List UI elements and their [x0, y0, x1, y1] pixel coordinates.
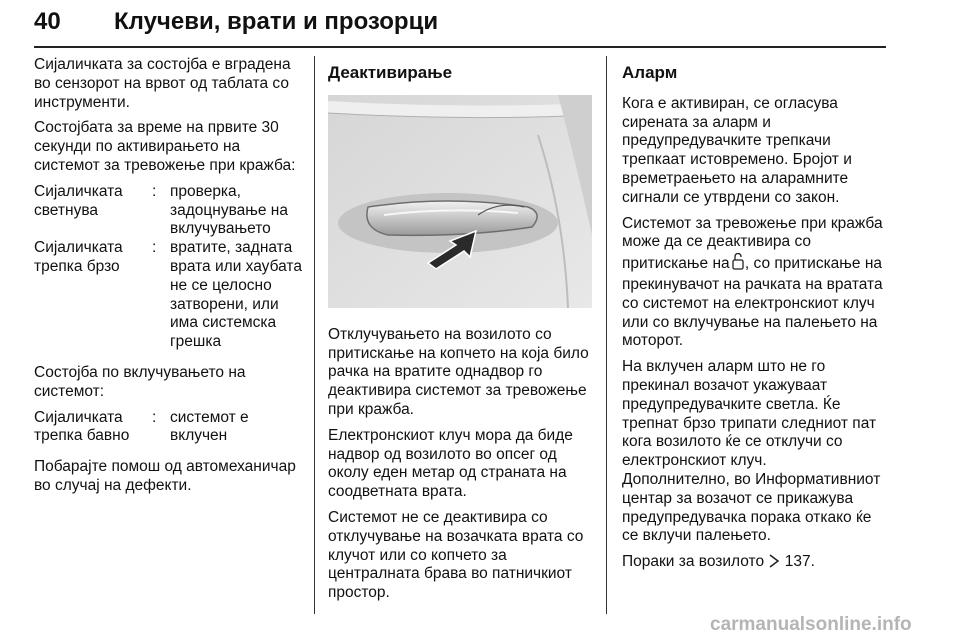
section-heading: Аларм — [622, 63, 678, 82]
page-reference-arrow-icon — [768, 554, 780, 574]
unlock-key-icon — [731, 252, 745, 276]
watermark: carmanualsonline.info — [710, 614, 912, 635]
status-label: Сијаличката светнува — [34, 182, 123, 219]
column-2 — [328, 56, 594, 610]
header-rule — [34, 46, 886, 48]
door-handle-drawing — [328, 95, 592, 308]
column-divider — [314, 56, 315, 614]
text-span: Системот за тревожење при кражба може да се деактивира со притискање на — [622, 214, 883, 273]
status-value: вратите, задната врата или хаубата не се целосно затворени, или има системска грешка — [170, 239, 302, 351]
column-3 — [622, 56, 888, 581]
status-table — [34, 409, 302, 447]
paragraph: Електронскиот клуч мора да биде надвор од возилото во опсег од околу еден метар од страната на соодветната врата. — [328, 426, 573, 501]
paragraph — [622, 215, 888, 352]
paragraph: Системот не се деактивира со отклучување на возачката врата со клучот или со копчето за централната брава во патничкиот простор. — [328, 508, 584, 602]
page-number: 40 — [34, 8, 61, 35]
paragraph: Дополнително, во Информативниот центар за возачот се прикажува предупредувачка порака откако ќе се вклучи палењето. — [622, 470, 881, 545]
status-separator: : — [152, 408, 157, 426]
page-reference: 137. — [780, 553, 815, 571]
status-label: Сијаличката трепка бавно — [34, 408, 130, 445]
paragraph — [622, 553, 888, 574]
status-row — [34, 183, 302, 239]
status-table — [34, 183, 302, 352]
status-separator: : — [152, 239, 157, 257]
link-text[interactable]: Пораки за возилото — [622, 553, 765, 571]
status-label: Сијаличката трепка брзо — [34, 239, 123, 275]
page-header — [34, 6, 886, 50]
column-1 — [34, 56, 302, 503]
paragraph: Отклучувањето на возилото со притискање на копчето на која било рачка на вратите однадвор го деактивира системот за тревожење при кражба. — [328, 325, 589, 418]
paragraph: Сијаличката за состојба е вградена во сензорот на врвот од таблата со инструменти. — [34, 56, 291, 111]
paragraph: На вклучен аларм што не го прекинал возачот укажуваат предупредувачките светла. Ќе трепнат брзо трипати следниот пат кога возилото ќе се отклучи со електронскиот клуч. — [622, 358, 877, 470]
paragraph: Состојба по вклучувањето на системот: — [34, 363, 246, 400]
paragraph: Состојбата за време на првите 30 секунди по активирањето на системот за тревожење при кражба: — [34, 119, 296, 174]
status-row — [34, 239, 302, 352]
status-value: проверка, задоцнување на вклучувањето — [170, 182, 288, 238]
status-separator: : — [152, 182, 157, 200]
status-row — [34, 409, 302, 447]
paragraph: Кога е активиран, се огласува сирената за аларм и предупредувачките трепкачи трепкаат истовремено. Бројот и времетраењето на аларамните сигнали се утврдени со закон. — [622, 94, 852, 206]
status-value: системот е вклучен — [170, 408, 249, 445]
text-span: , со притискање на прекинувачот на рачката на вратата со системот на електронскиот клуч или со вклучување на палењето на моторот. — [622, 255, 883, 350]
door-handle-illustration — [328, 95, 592, 308]
column-divider — [606, 56, 607, 614]
chapter-title: Клучеви, врати и прозорци — [114, 8, 439, 35]
paragraph: Побарајте помош од автомеханичар во случај на дефекти. — [34, 458, 296, 494]
section-heading: Деактивирање — [328, 63, 453, 82]
